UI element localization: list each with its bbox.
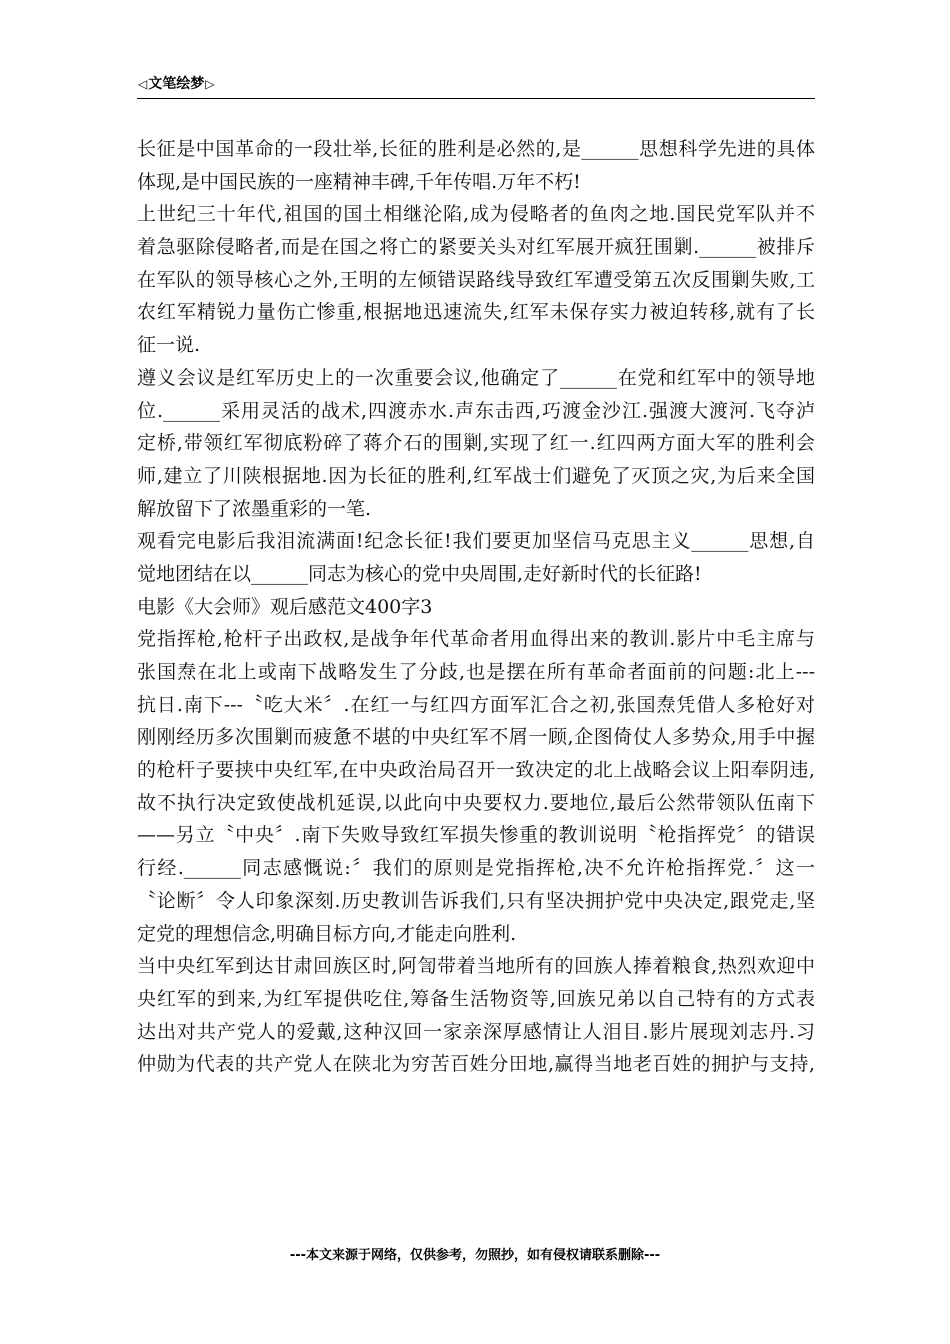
text-line: 遵义会议是红军历史上的一次重要会议,他确定了______在党和红军中的领导地 — [137, 366, 815, 389]
right-triangle-icon: ▷ — [205, 77, 215, 91]
text-line: ——另立〝中央〞.南下失败导致红军损失惨重的教训说明〝枪指挥党〞的错误 — [137, 824, 815, 847]
text-line: 农红军精锐力量伤亡惨重,根据地迅速流失,红军未保存实力被迫转移,就有了长 — [137, 301, 815, 324]
text-line: 刚刚经历多次围剿而疲惫不堪的中央红军不屑一顾,企图倚仗人多势众,用手中握 — [137, 726, 815, 749]
text-line: 当中央红军到达甘肃回族区时,阿訇带着当地所有的回族人捧着粮食,热烈欢迎中 — [137, 955, 815, 978]
text-line: 师,建立了川陕根据地.因为长征的胜利,红军战士们避免了灭顶之灾,为后来全国 — [137, 464, 815, 487]
text-line: 故不执行决定致使战机延误,以此向中央要权力.要地位,最后公然带领队伍南下 — [137, 791, 815, 814]
text-line: 央红军的到来,为红军提供吃住,筹备生活物资等,回族兄弟以自己特有的方式表 — [137, 987, 815, 1010]
text-line: 定桥,带领红军彻底粉碎了蒋介石的围剿,实现了红一.红四两方面大军的胜利会 — [137, 432, 815, 455]
text-line: 党指挥枪,枪杆子出政权,是战争年代革命者用血得出来的教训.影片中毛主席与 — [137, 628, 815, 651]
brand-name: 文笔绘梦 — [148, 76, 205, 92]
text-line: 张国焘在北上或南下战略发生了分歧,也是摆在所有革命者面前的问题:北上--- — [137, 661, 815, 683]
document-body — [137, 133, 815, 1081]
text-line: 长征是中国革命的一段壮举,长征的胜利是必然的,是______思想科学先进的具体 — [137, 138, 815, 160]
page-footer: ---本文来源于网络，仅供参考，勿照抄，如有侵权请联系删除--- — [289, 1248, 661, 1263]
text-line: 的枪杆子要挟中央红军,在中央政治局召开一致决定的北上战略会议上阳奉阴违, — [137, 759, 815, 782]
text-line: 征一说. — [137, 334, 201, 357]
text-line: 上世纪三十年代,祖国的国土相继沦陷,成为侵略者的鱼肉之地.国民党军队并不 — [137, 203, 815, 226]
text-line: 体现,是中国民族的一座精神丰碑,千年传唱.万年不朽! — [137, 170, 581, 193]
header-brand — [137, 74, 215, 94]
text-line: 行经.______同志感慨说:〞我们的原则是党指挥枪,决不允许枪指挥党.〞这一 — [137, 857, 815, 880]
text-line: 〝论断〞令人印象深刻.历史教训告诉我们,只有坚决拥护党中央决定,跟党走,坚 — [137, 889, 815, 912]
text-line: 在军队的领导核心之外,王明的左倾错误路线导致红军遭受第五次反围剿失败,工 — [137, 268, 815, 291]
text-line: 仲勋为代表的共产党人在陕北为穷苦百姓分田地,赢得当地老百姓的拥护与支持, — [137, 1053, 815, 1076]
text-line: 解放留下了浓墨重彩的一笔. — [137, 497, 372, 520]
text-line: 着急驱除侵略者,而是在国之将亡的紧要关头对红军展开疯狂围剿.______被排斥 — [137, 236, 815, 259]
page-header — [137, 74, 815, 99]
text-line: 达出对共产党人的爱戴,这种汉回一家亲深厚感情让人泪目.影片展现刘志丹.习 — [137, 1020, 815, 1043]
text-line: 电影《大会师》观后感范文400字3 — [137, 595, 433, 618]
text-line: 觉地团结在以______同志为核心的党中央周围,走好新时代的长征路! — [137, 562, 702, 585]
text-line: 定党的理想信念,明确目标方向,才能走向胜利. — [137, 922, 517, 945]
left-triangle-icon: ◁ — [138, 77, 148, 91]
text-line: 观看完电影后我泪流满面!纪念长征!我们要更加坚信马克思主义______思想,自 — [137, 530, 815, 553]
text-line: 位.______采用灵活的战术,四渡赤水.声东击西,巧渡金沙江.强渡大渡河.飞夺泸 — [137, 399, 815, 422]
text-line: 抗日.南下---〝吃大米〞.在红一与红四方面军汇合之初,张国焘凭借人多枪好对 — [137, 693, 815, 716]
